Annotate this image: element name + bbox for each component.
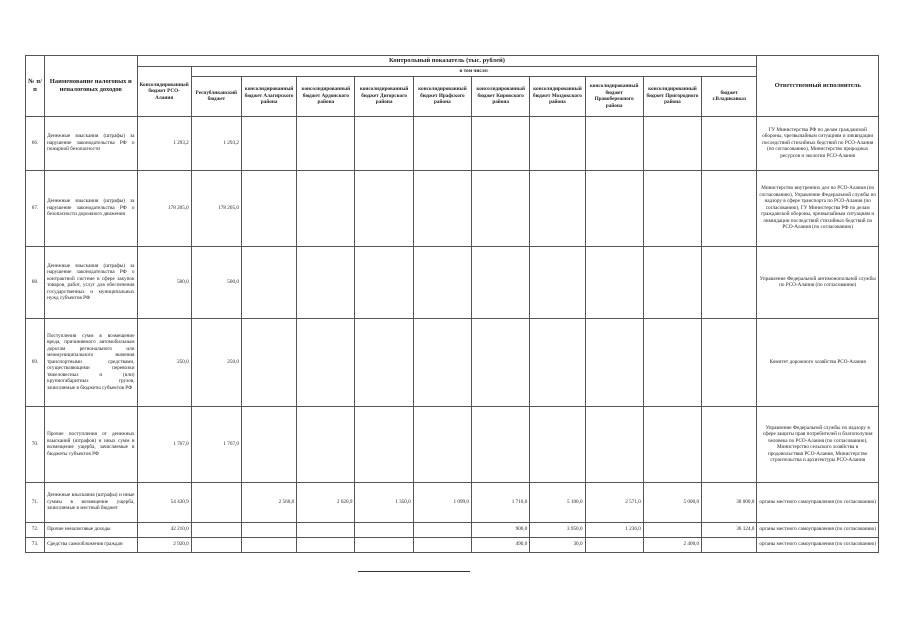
row-district (530, 116, 585, 170)
row-district: 2 571,0 (585, 482, 643, 522)
header-control: Контрольный показатель (тыс. рублей) (137, 56, 757, 67)
row-district (241, 116, 296, 170)
row-num: 73. (26, 537, 45, 552)
row-district (355, 537, 413, 552)
header-district: консолидированный бюджет Ардонского района (297, 76, 355, 116)
row-num: 69. (26, 318, 45, 406)
row-num: 72. (26, 522, 45, 537)
row-total: 500,0 (137, 246, 191, 318)
row-republic: 250,0 (191, 318, 241, 406)
row-district: 490,0 (472, 537, 530, 552)
row-name: Денежные взыскания (штрафы) за нарушение законодательства РФ о контрактной системе в сфере закупок товаров, работ, услуг для обеспечения государственных и муниципальных нужд субъектов РФ (45, 246, 137, 318)
table-row (26, 246, 879, 318)
row-district (702, 170, 757, 246)
row-district (413, 537, 471, 552)
row-district (643, 170, 701, 246)
row-executor: органы местного самоуправления (по согласованию) (757, 537, 879, 552)
row-district (413, 406, 471, 482)
row-district (355, 170, 413, 246)
row-republic: 178 205,0 (191, 170, 241, 246)
row-district (585, 246, 643, 318)
row-executor: органы местного самоуправления (по согласованию) (757, 482, 879, 522)
row-total: 42 210,0 (137, 522, 191, 537)
table-row (26, 116, 879, 170)
row-district (585, 318, 643, 406)
row-republic: 1 293,2 (191, 116, 241, 170)
row-district (355, 246, 413, 318)
header-num: № п/п (26, 56, 45, 117)
table-row (26, 318, 879, 406)
header-district: консолидированный бюджет Ирафского района (413, 76, 471, 116)
row-district (355, 116, 413, 170)
row-district (241, 318, 296, 406)
row-district (472, 318, 530, 406)
row-district: 36 124,0 (702, 522, 757, 537)
header-total: Консолидированный бюджет РСО-Алания (137, 67, 191, 117)
row-republic (191, 482, 241, 522)
row-republic: 500,0 (191, 246, 241, 318)
row-name: Поступления сумм в возмещение вреда, причиняемого автомобильным дорогам регионального или межмуниципального значения транспортными средствами, осуществляющими перевозки тяжеловесных и (или) крупногабаритных грузов, зачисляемые в бюджеты субъектов РФ (45, 318, 137, 406)
row-district: 2 620,9 (297, 482, 355, 522)
row-executor: ГУ Министерства РФ по делам гражданской обороны, чрезвычайным ситуациям и ликвидации последствий стихийных бедствий по РСО-Алания (по согласованию), Министерство природных ресурсов и экологии РСО-Алания (757, 116, 879, 170)
header-including: в том числе: (191, 67, 757, 77)
row-num: 70. (26, 406, 45, 482)
row-district (702, 537, 757, 552)
row-district (413, 116, 471, 170)
row-district (355, 318, 413, 406)
row-district: 1 236,0 (585, 522, 643, 537)
row-district (413, 170, 471, 246)
row-total: 178 205,0 (137, 170, 191, 246)
row-district (297, 246, 355, 318)
row-executor: Управление Федеральной антимонопольной службы по РСО-Алания (по согласованию) (757, 246, 879, 318)
row-total: 1 767,0 (137, 406, 191, 482)
row-district (585, 116, 643, 170)
row-district (355, 522, 413, 537)
row-district (241, 522, 296, 537)
header-district: консолидированный бюджет Алагирского района (241, 76, 296, 116)
row-district (297, 170, 355, 246)
row-district (241, 170, 296, 246)
row-district (643, 246, 701, 318)
row-executor: Комитет дорожного хозяйства РСО-Алания (757, 318, 879, 406)
row-district: 1 710,0 (472, 482, 530, 522)
row-district (530, 246, 585, 318)
row-district (585, 537, 643, 552)
row-executor: Управление Федеральной службы по надзору в сфере защиты прав потребителей и благополучия человека по РСО-Алания (по согласованию), Министерство сельского хозяйства и продовольствия РСО-Алания, Министерство строительства и архитектуры РСО-Алания (757, 406, 879, 482)
table-row (26, 406, 879, 482)
table-row (26, 170, 879, 246)
row-name: Денежные взыскания (штрафы) за нарушение законодательства РФ о пожарной безопасности (45, 116, 137, 170)
row-num: 71. (26, 482, 45, 522)
row-district: 1 350,0 (355, 482, 413, 522)
footnote-divider (358, 571, 470, 572)
row-district (413, 318, 471, 406)
row-district: 2 400,0 (643, 537, 701, 552)
row-district (472, 116, 530, 170)
row-total: 2 920,0 (137, 537, 191, 552)
row-district (472, 406, 530, 482)
row-executor: органы местного самоуправления (по согласованию) (757, 522, 879, 537)
revenue-table (25, 55, 879, 553)
row-district: 5 100,0 (530, 482, 585, 522)
header-republic: Республиканский бюджет (191, 76, 241, 116)
row-republic (191, 522, 241, 537)
row-name: Средства самообложения граждан (45, 537, 137, 552)
header-district: консолидированный бюджет Правобережного района (585, 76, 643, 116)
row-district (297, 537, 355, 552)
row-district (241, 406, 296, 482)
row-district (530, 318, 585, 406)
row-district (297, 318, 355, 406)
row-executor: Министерство внутренних дел по РСО-Алания (по согласованию), Управление Федеральной службы по надзору в сфере транспорта по РСО-Алания (по согласованию), ГУ Министерства РФ по делам гражданской обороны, чрезвычайным ситуациям и ликвидации последствий стихийных бедствий по РСО-Алания (по согласованию) (757, 170, 879, 246)
row-district (585, 406, 643, 482)
row-name: Денежные взыскания (штрафы) за нарушение законодательства РФ о безопасности дорожного движения (45, 170, 137, 246)
table-row (26, 522, 879, 537)
header-district: консолидированный бюджет Кировского района (472, 76, 530, 116)
row-republic (191, 537, 241, 552)
row-district (355, 406, 413, 482)
row-district (530, 170, 585, 246)
header-district: бюджет г.Владикавказ (702, 76, 757, 116)
row-total: 250,0 (137, 318, 191, 406)
header-district: консолидированный бюджет Дигорского района (355, 76, 413, 116)
table-row (26, 537, 879, 552)
row-district (297, 116, 355, 170)
row-district: 1 099,0 (413, 482, 471, 522)
header-district: консолидированный бюджет Моздокского района (530, 76, 585, 116)
row-district (413, 522, 471, 537)
header-name: Наименование налоговых и неналоговых доходов (45, 56, 137, 117)
row-district (643, 522, 701, 537)
row-district (702, 246, 757, 318)
row-district: 5 000,0 (643, 482, 701, 522)
row-district (413, 246, 471, 318)
row-district (472, 246, 530, 318)
row-district (702, 406, 757, 482)
row-name: Прочие поступления от денежных взысканий (штрафов) и иных сумм в возмещение ущерба, зачисляемые в бюджеты субъектов РФ (45, 406, 137, 482)
row-district: 30,0 (530, 537, 585, 552)
header-executor: Ответственный исполнитель (757, 56, 879, 117)
row-district (702, 318, 757, 406)
row-district (241, 246, 296, 318)
row-district (702, 116, 757, 170)
row-district (241, 537, 296, 552)
row-num: 66. (26, 116, 45, 170)
row-district: 3 950,0 (530, 522, 585, 537)
row-district: 30 000,0 (702, 482, 757, 522)
table-row (26, 482, 879, 522)
row-total: 1 293,2 (137, 116, 191, 170)
row-republic: 1 767,0 (191, 406, 241, 482)
row-num: 67. (26, 170, 45, 246)
row-district (585, 170, 643, 246)
row-district (643, 116, 701, 170)
row-district (472, 170, 530, 246)
row-name: Прочие неналоговые доходы (45, 522, 137, 537)
row-district (297, 406, 355, 482)
row-district (643, 318, 701, 406)
row-district (643, 406, 701, 482)
row-total: 54 430,9 (137, 482, 191, 522)
header-district: консолидированный бюджет Пригородного района (643, 76, 701, 116)
row-district: 2 560,0 (241, 482, 296, 522)
row-num: 68. (26, 246, 45, 318)
row-name: Денежные взыскания (штрафы) и иные суммы в возмещение ущерба, зачисляемые в местный бюджет (45, 482, 137, 522)
row-district: 900,0 (472, 522, 530, 537)
row-district (297, 522, 355, 537)
row-district (530, 406, 585, 482)
